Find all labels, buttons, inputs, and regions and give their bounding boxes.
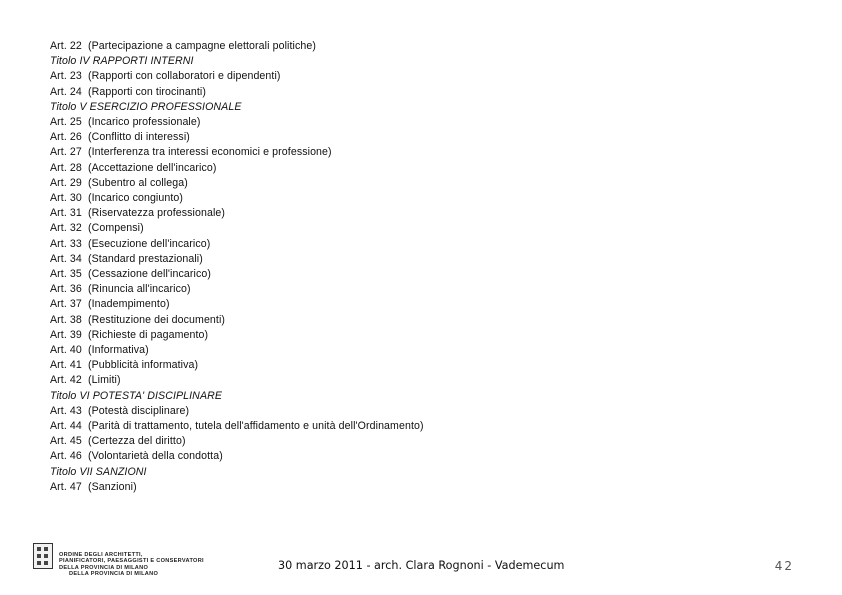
article-title: (Potestà disciplinare) (88, 404, 190, 417)
article-entry (50, 297, 424, 312)
article-title: (Sanzioni) (88, 480, 137, 493)
article-number: Art. 46 (50, 450, 82, 463)
article-title: (Interferenza tra interessi economici e professione) (88, 146, 332, 159)
article-number: Art. 33 (50, 237, 82, 250)
article-entry (50, 39, 424, 54)
article-number: Art. 27 (50, 146, 82, 159)
article-number: Art. 25 (50, 116, 82, 129)
section-title: Titolo V ESERCIZIO PROFESSIONALE (50, 100, 242, 113)
article-title: (Rapporti con tirocinanti) (88, 85, 207, 98)
article-entry (50, 85, 424, 100)
article-entry (50, 69, 424, 84)
article-title: (Riservatezza professionale) (88, 207, 226, 220)
article-number: Art. 37 (50, 298, 82, 311)
article-number: Art. 41 (50, 359, 82, 372)
article-number: Art. 36 (50, 283, 82, 296)
article-number: Art. 38 (50, 313, 82, 326)
article-number: Art. 44 (50, 420, 82, 433)
article-number: Art. 40 (50, 344, 82, 357)
article-title: (Incarico professionale) (88, 116, 201, 129)
article-entry (50, 176, 424, 191)
article-entry (50, 130, 424, 145)
article-entry (50, 237, 424, 252)
article-entry (50, 145, 424, 160)
article-title: (Partecipazione a campagne elettorali politiche) (88, 40, 316, 52)
article-number: Art. 23 (50, 70, 82, 83)
article-title: (Restituzione dei documenti) (88, 313, 226, 326)
article-entry (50, 282, 424, 297)
article-entry (50, 373, 424, 388)
article-number: Art. 26 (50, 131, 82, 144)
order-emblem-icon (33, 543, 53, 569)
article-number: Art. 47 (50, 480, 82, 493)
article-entry (50, 191, 424, 206)
article-number: Art. 29 (50, 176, 82, 189)
logo-text (59, 552, 204, 578)
article-entry (50, 404, 424, 419)
article-number: Art. 45 (50, 435, 82, 448)
logo-line: PIANIFICATORI, PAESAGGISTI E CONSERVATORI (59, 558, 204, 565)
article-entry (50, 449, 424, 464)
article-number: Art. 31 (50, 207, 82, 220)
article-title: (Esecuzione dell'incarico) (88, 237, 211, 250)
article-number: Art. 39 (50, 328, 82, 341)
article-title: (Volontarietà della condotta) (88, 450, 223, 463)
article-title: (Subentro al collega) (88, 176, 188, 189)
article-title: (Cessazione dell'incarico) (88, 268, 211, 281)
article-entry (50, 343, 424, 358)
article-title: (Limiti) (88, 374, 121, 387)
article-entry (50, 313, 424, 328)
article-entry (50, 480, 424, 495)
article-entry (50, 267, 424, 282)
article-entry (50, 115, 424, 130)
order-logo (33, 543, 243, 585)
article-entry (50, 206, 424, 221)
article-title: (Standard prestazionali) (88, 252, 203, 265)
article-number: Art. 35 (50, 268, 82, 281)
footer-caption: 30 marzo 2011 - arch. Clara Rognoni - Vademecum (278, 559, 565, 572)
article-entry (50, 161, 424, 176)
article-number: Art. 30 (50, 192, 82, 205)
article-title: (Richieste di pagamento) (88, 328, 209, 341)
article-number: Art. 34 (50, 252, 82, 265)
section-title: Titolo VI POTESTA' DISCIPLINARE (50, 389, 223, 402)
article-number: Art. 43 (50, 404, 82, 417)
section-title: Titolo VII SANZIONI (50, 465, 147, 478)
article-title: (Informativa) (88, 344, 149, 357)
table-of-contents (50, 39, 424, 495)
article-number: Art. 42 (50, 374, 82, 387)
article-title: (Parità di trattamento, tutela dell'affidamento e unità dell'Ordinamento) (88, 420, 424, 433)
article-entry (50, 328, 424, 343)
article-entry (50, 434, 424, 449)
logo-line: DELLA PROVINCIA DI MILANO (69, 571, 159, 578)
section-title: Titolo IV RAPPORTI INTERNI (50, 55, 194, 68)
article-number: Art. 32 (50, 222, 82, 235)
article-number: Art. 24 (50, 85, 82, 98)
article-title: (Compensi) (88, 222, 144, 235)
article-entry (50, 358, 424, 373)
logo-line: ORDINE DEGLI ARCHITETTI, (59, 552, 143, 558)
page-number: 42 (774, 559, 794, 573)
article-entry (50, 221, 424, 236)
article-title: (Inadempimento) (88, 298, 170, 311)
article-number: Art. 22 (50, 40, 82, 52)
article-entry (50, 419, 424, 434)
article-number: Art. 28 (50, 161, 82, 174)
article-title: (Accettazione dell'incarico) (88, 161, 217, 174)
article-title: (Rapporti con collaboratori e dipendenti) (88, 70, 281, 83)
article-entry (50, 252, 424, 267)
article-title: (Certezza del diritto) (88, 435, 186, 448)
article-title: (Rinuncia all'incarico) (88, 283, 191, 296)
article-title: (Incarico congiunto) (88, 192, 184, 205)
article-title: (Conflitto di interessi) (88, 131, 190, 144)
logo-line: DELLA PROVINCIA DI MILANO (59, 564, 149, 571)
article-title: (Pubblicità informativa) (88, 359, 199, 372)
